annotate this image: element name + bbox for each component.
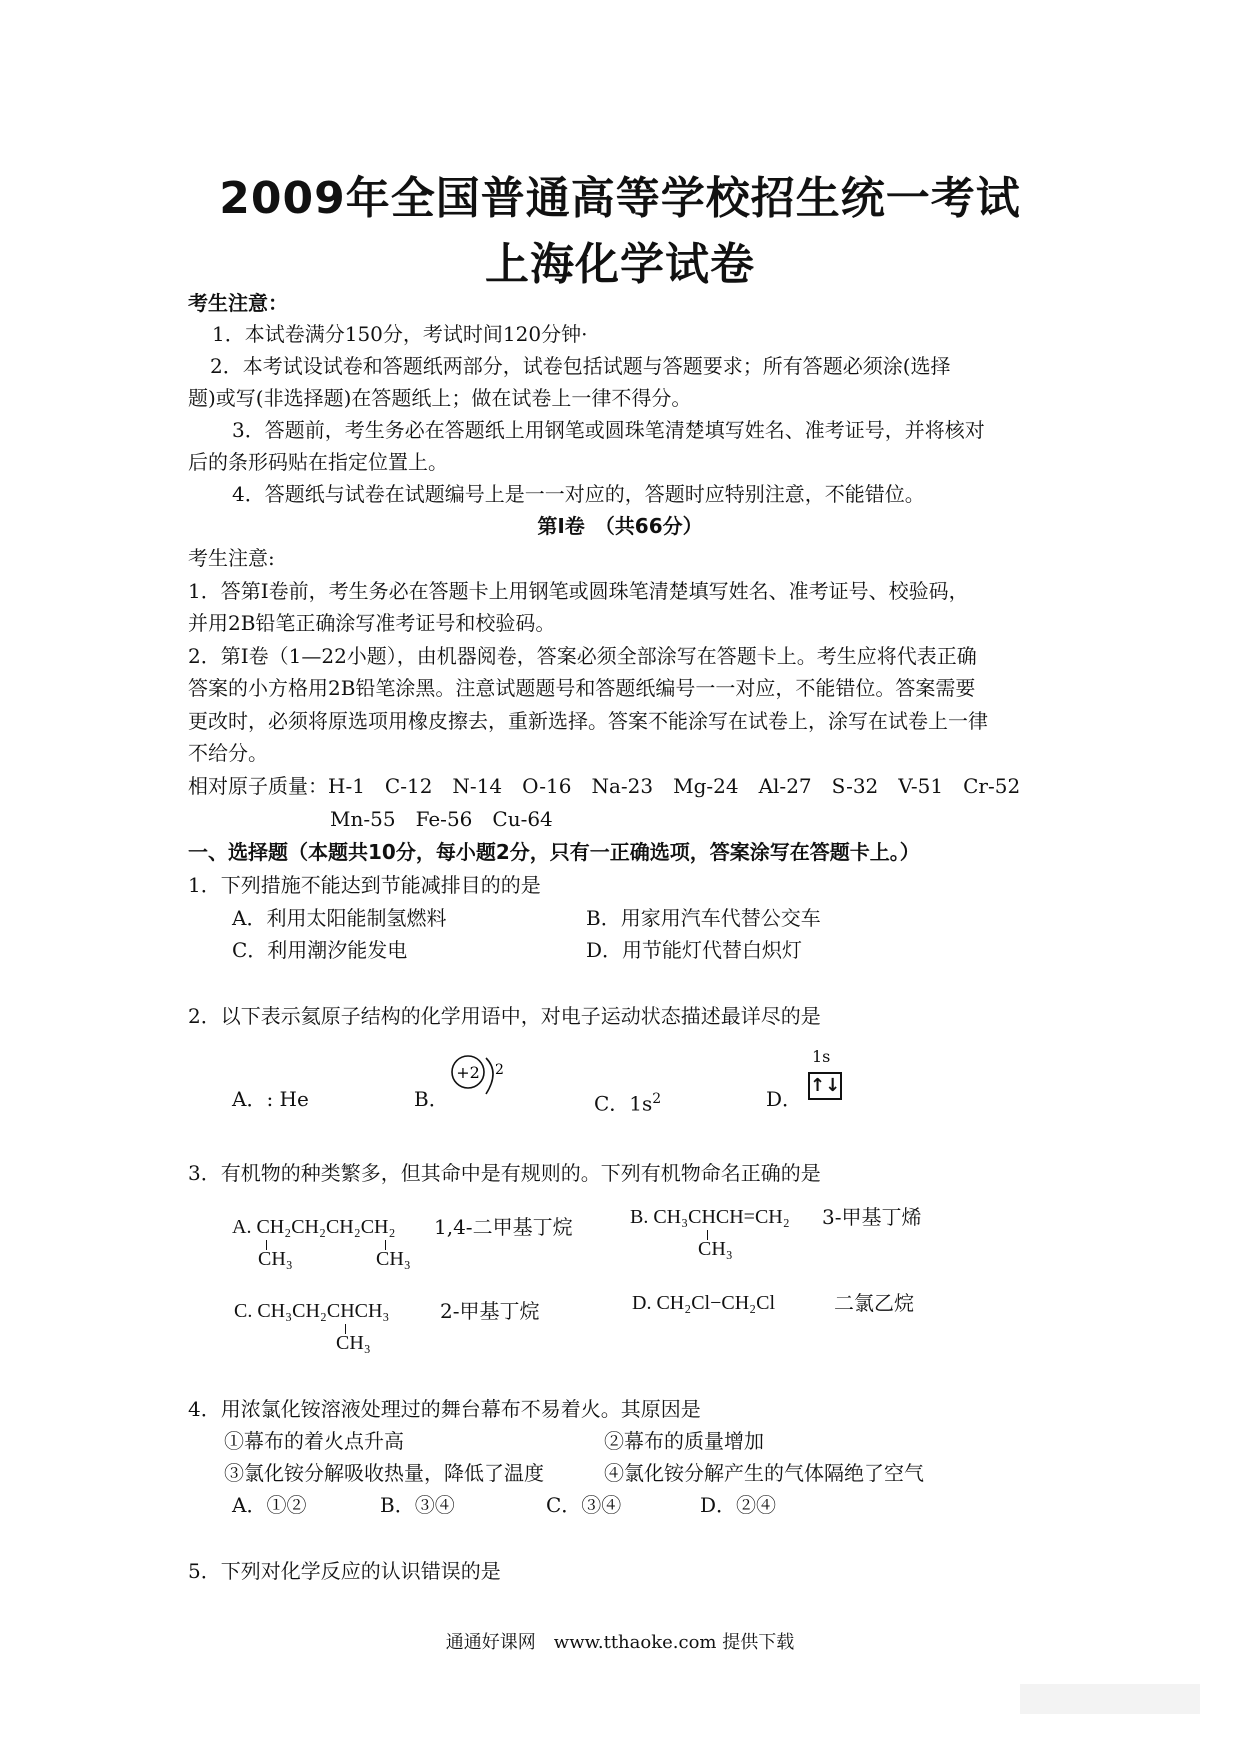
q3-option-b [630, 1204, 790, 1230]
q3-option-d-formula: CH₂Cl−CH₂Cl [656, 1292, 776, 1314]
q5-stem: 5．下列对化学反应的认识错误的是 [188, 1559, 501, 1583]
atomic-mass-line-2: Mn-55 Fe-56 Cu-64 [330, 807, 553, 831]
notice1-heading: 考生注意： [188, 291, 288, 315]
part1-heading: 一、选择题（本题共10分，每小题2分，只有一正确选项，答案涂写在答题卡上。） [188, 840, 920, 864]
q3-option-a-name: 1,4-二甲基丁烷 [434, 1215, 573, 1239]
q4-statement-1: ①幕布的着火点升高 [224, 1429, 404, 1453]
notice1-item-1: 1．本试卷满分150分，考试时间120分钟· [212, 322, 588, 346]
section1-notice-line-2: 并用2B铅笔正确涂写准考证号和校验码。 [188, 611, 556, 635]
orbital-box: ↑↓ [808, 1072, 842, 1100]
q4-statement-4: ④氯化铵分解产生的气体隔绝了空气 [604, 1461, 924, 1485]
q3-option-d [632, 1290, 775, 1316]
section1-heading: 第Ⅰ卷 （共66分） [537, 514, 703, 538]
q3-option-d-name: 二氯乙烷 [834, 1291, 914, 1315]
q4-option-a: A．①② [232, 1493, 307, 1517]
q3-option-a-branch-right: CH₃ [376, 1248, 411, 1270]
q4-statement-3: ③氯化铵分解吸收热量，降低了温度 [224, 1461, 544, 1485]
notice1-item-2: 2．本考试设试卷和答题纸两部分，试卷包括试题与答题要求；所有答题必须涂(选择 [210, 354, 951, 378]
q2-option-c [594, 1086, 661, 1117]
q2-option-b [414, 1086, 449, 1112]
q3-option-b-label: B. [630, 1206, 649, 1228]
section1-notice-heading: 考生注意: [188, 546, 275, 570]
q3-option-b-name: 3-甲基丁烯 [822, 1205, 922, 1229]
notice1-item-3: 3．答题前，考生务必在答题纸上用钢笔或圆珠笔清楚填写姓名、准考证号，并将核对 [232, 418, 985, 442]
notice1-item-4: 4．答题纸与试卷在试题编号上是一一对应的，答题时应特别注意，不能错位。 [232, 482, 925, 506]
q4-option-b: B．③④ [380, 1493, 455, 1517]
faint-watermark [1020, 1684, 1200, 1714]
footer-source: 通通好课网 www.tthaoke.com 提供下载 [445, 1632, 795, 1653]
q2-option-b-label: B． [414, 1087, 449, 1111]
orbital-label: 1s [812, 1047, 831, 1066]
q3-option-a-label: A. [232, 1216, 252, 1238]
q3-option-c-name: 2-甲基丁烷 [440, 1299, 540, 1323]
atom-structure-diagram [446, 1050, 506, 1110]
q1-option-a: A．利用太阳能制氢燃料 [232, 906, 447, 930]
q2-option-c-superscript: 2 [652, 1091, 662, 1107]
q1-option-c: C．利用潮汐能发电 [232, 938, 408, 962]
q1-option-d: D．用节能灯代替白炽灯 [586, 938, 803, 962]
section1-notice-line-5: 更改时，必须将原选项用橡皮擦去，重新选择。答案不能涂写在试卷上，涂写在试卷上一律 [188, 709, 988, 733]
q1-option-b: B．用家用汽车代替公交车 [586, 906, 821, 930]
q2-option-d-label: D． [766, 1087, 803, 1111]
notice1-item-3-cont: 后的条形码贴在指定位置上。 [188, 450, 448, 474]
q3-option-a [232, 1214, 395, 1240]
q2-option-a: A．: He [232, 1087, 309, 1111]
q2-option-c-text: C．1s [594, 1091, 653, 1116]
atom-nucleus-label: +2 [456, 1063, 480, 1082]
q3-option-a-branch-left: CH₃ [258, 1248, 293, 1270]
q2-option-d [766, 1086, 802, 1112]
exam-title-line2: 上海化学试卷 [485, 239, 755, 290]
section1-notice-line-3: 2．第Ⅰ卷（1—22小题），由机器阅卷，答案必须全部涂写在答题卡上。考生应将代表正确 [188, 644, 977, 668]
q3-option-c-label: C. [234, 1300, 253, 1322]
notice1-item-2-cont: 题)或写(非选择题)在答题纸上；做在试卷上一律不得分。 [188, 386, 692, 410]
section1-notice-line-6: 不给分。 [188, 741, 268, 765]
atom-shell-electrons: 2 [495, 1062, 504, 1078]
q3-option-b-formula: CH₃CHCH=CH₂ [653, 1206, 790, 1228]
q3-option-b-branch: CH₃ [698, 1238, 733, 1260]
q3-option-c-formula: CH₃CH₂CHCH₃ [257, 1300, 390, 1322]
q3-option-c [234, 1298, 389, 1324]
q3-option-c-branch: CH₃ [336, 1332, 371, 1354]
exam-title-line1: 2009年全国普通高等学校招生统一考试 [219, 173, 1021, 224]
q3-stem: 3．有机物的种类繁多，但其命中是有规则的。下列有机物命名正确的是 [188, 1161, 821, 1185]
q4-option-c: C．③④ [546, 1493, 622, 1517]
section1-notice-line-4: 答案的小方格用2B铅笔涂黑。注意试题题号和答题纸编号一一对应，不能错位。答案需要 [188, 676, 976, 700]
q3-option-d-label: D. [632, 1292, 652, 1314]
q4-option-d: D．②④ [700, 1493, 777, 1517]
section1-notice-line-1: 1．答第Ⅰ卷前，考生务必在答题卡上用钢笔或圆珠笔清楚填写姓名、准考证号、校验码， [188, 579, 969, 603]
q4-statement-2: ②幕布的质量增加 [604, 1429, 764, 1453]
atomic-mass-line-1: 相对原子质量：H-1 C-12 N-14 O-16 Na-23 Mg-24 Al-27 S-32 V-51 Cr-52 [188, 774, 1021, 798]
q4-stem: 4．用浓氯化铵溶液处理过的舞台幕布不易着火。其原因是 [188, 1397, 701, 1421]
q2-stem: 2．以下表示氦原子结构的化学用语中，对电子运动状态描述最详尽的是 [188, 1004, 821, 1028]
q1-stem: 1．下列措施不能达到节能减排目的的是 [188, 873, 541, 897]
q3-option-a-formula: CH₂CH₂CH₂CH₂ [256, 1216, 396, 1238]
